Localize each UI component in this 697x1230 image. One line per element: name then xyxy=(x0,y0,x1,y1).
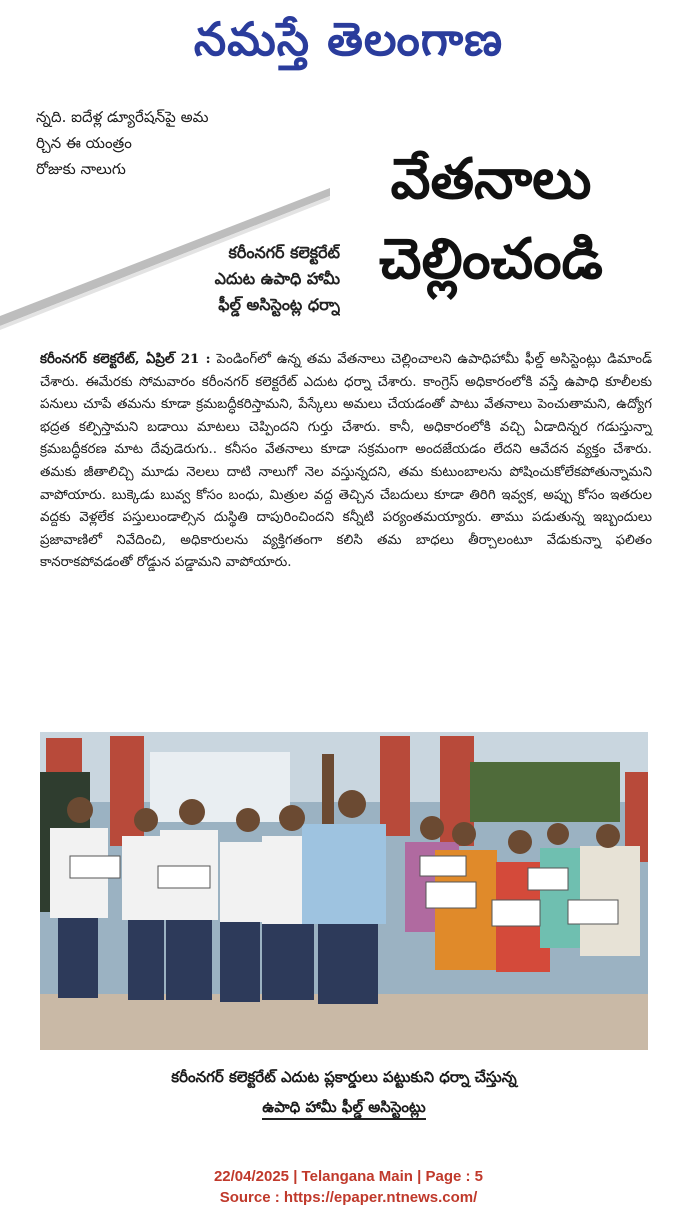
article-paragraph: పెండింగ్‌లో ఉన్న తమ వేతనాలు చెల్లించాలని ఉపాధిహామీ ఫీల్డ్ అసిస్టెంట్లు డిమాండ్ చేశారు. ఈమేరకు సోమవారం కరీంనగర్ కలెక్టరేట్ ఎదుట ధర్నా చేశారు. కాంగ్రెస్ అధికారంలోకి వస్తే ఉపాధి కూలీలకు పనులు చూపే తమను కూడా క్రమబద్ధీకరిస్తామని, పేస్కేలు అమలు చేయడంతో పాటు వేతనాలు పెంచుతామని, ఉద్యోగ భద్రత కల్పిస్తామని బడాయి మాటలు చెప్పిందని గుర్తు చేశారు. కానీ, అధికారంలోకి వచ్చి ఏడాదిన్నర గడుస్తున్నా క్రమబద్ధీకరణ మాట దేవుడెరుగు.. కనీసం వేతనాలు కూడా సక్రమంగా అందజేయడం లేదని ఆవేదన వ్యక్తం చేశారు. తమకు జీతాలిచ్చి మూడు నెలలు దాటి నాలుగో నెల వస్తున్నదని, తమ కుటుంబాలను పోషించుకోలేకపోతున్నామని వాపోయారు. బుక్కెడు బువ్వ కోసం బంధు, మిత్రుల వద్ద తెచ్చిన చేబదులు కూడా తిరిగి ఇవ్వక, అప్పు కోసం ఇతరుల వద్దకు వెళ్లలేక పస్తులుండాల్సిన దుస్థితి దాపురించిందని కన్నీటి పర్యంతమయ్యారు. తాము పడుతున్న ఇబ్బందులు ప్రజావాణిలో నివేదించి, అధికారులను వ్యక్తిగతంగా కలిసి తమ బాధలు తీర్చాలంటూ వేడుకున్నా ఫలితం కానరాకపోవడంతో రోడ్డున పడ్డామని వాపోయారు. xyxy=(40,352,652,571)
caption-line-2: ఉపాధి హామీ ఫీల్డ్ అసిస్టెంట్లు xyxy=(262,1098,426,1120)
fragment-line: న్నది. ఐదేళ్ల డ్యూరేషన్‌పై అమ xyxy=(36,108,209,126)
subhead-line-1: కరీంనగర్ కలెక్టరేట్ xyxy=(228,243,340,262)
caption-line-1: కరీంనగర్ కలెక్టరేట్ ఎదుట ప్లకార్డులు పట్టుకుని ధర్నా చేస్తున్న xyxy=(171,1068,517,1086)
page-footer xyxy=(0,1166,697,1208)
photo-caption xyxy=(40,1062,648,1122)
article-dateline: కరీంనగర్ కలెక్టరేట్, ఏప్రిల్ 21 : xyxy=(40,351,211,367)
article-clipping xyxy=(0,100,652,1160)
subhead-line-2: ఎదుట ఉపాధి హామీ xyxy=(214,269,340,288)
masthead-title: నమస్తే తెలంగాణ xyxy=(193,12,504,66)
protest-photo xyxy=(40,732,648,1050)
fragment-line: రోజుకు నాలుగు xyxy=(36,160,126,178)
headline-line-2: చెల్లించండి xyxy=(379,227,603,292)
previous-article-fragment xyxy=(36,104,296,182)
subheadline xyxy=(130,240,340,318)
headline-line-1: వేతనాలు xyxy=(390,147,592,212)
footer-edition-line: 22/04/2025 | Telangana Main | Page : 5 xyxy=(213,1168,484,1185)
article-body xyxy=(40,348,652,575)
protest-photo-illustration xyxy=(40,732,648,1050)
subhead-line-3: ఫీల్డ్ అసిస్టెంట్ల ధర్నా xyxy=(218,295,340,314)
newspaper-masthead xyxy=(0,4,697,74)
headline xyxy=(332,140,650,300)
footer-source-line: Source : https://epaper.ntnews.com/ xyxy=(219,1189,478,1206)
fragment-line: ర్చిన ఈ యంత్రం xyxy=(36,134,132,152)
